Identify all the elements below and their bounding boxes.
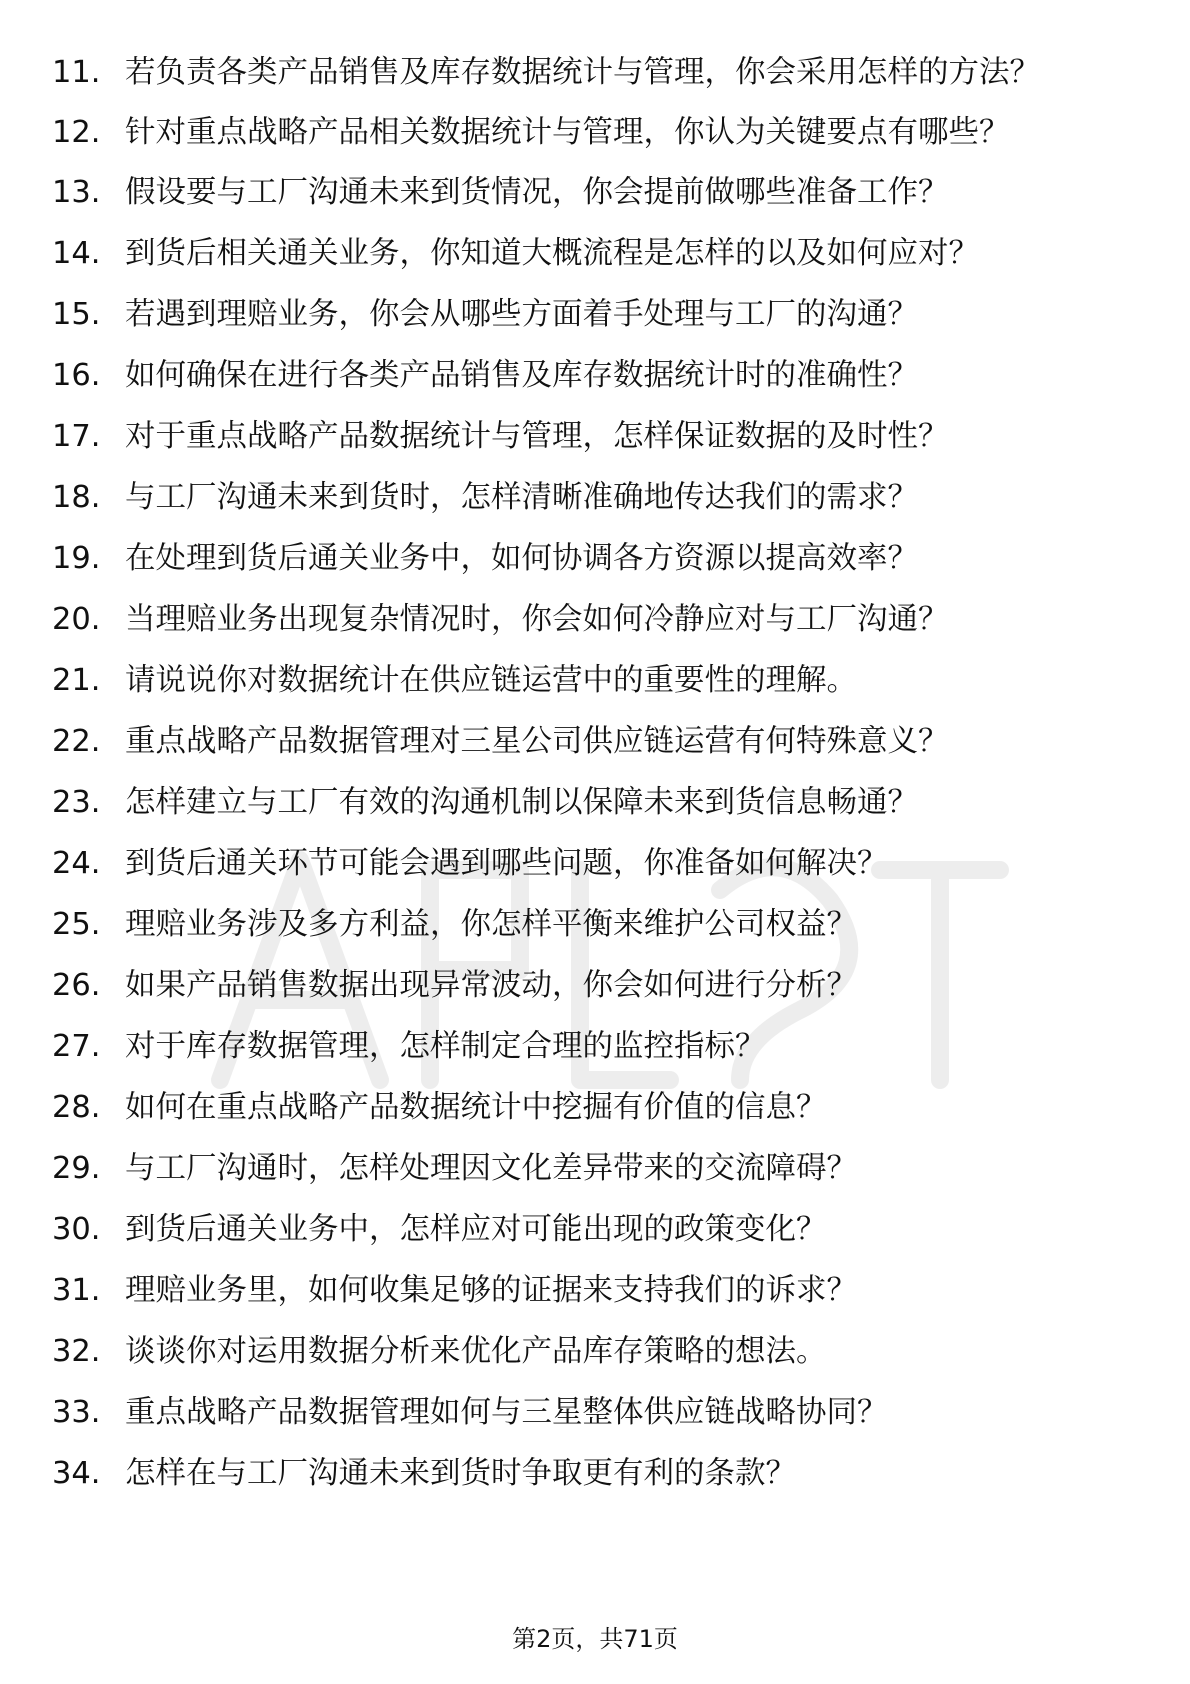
question-list bbox=[52, 53, 1132, 1515]
question-text: 理赔业务里，如何收集足够的证据来支持我们的诉求？ bbox=[125, 1273, 857, 1308]
question-text: 当理赔业务出现复杂情况时，你会如何冷静应对与工厂沟通？ bbox=[125, 602, 949, 637]
question-item bbox=[52, 966, 1132, 1006]
question-text: 对于库存数据管理，怎样制定合理的监控指标？ bbox=[125, 1029, 766, 1064]
question-text: 对于重点战略产品数据统计与管理，怎样保证数据的及时性？ bbox=[125, 419, 949, 454]
question-item bbox=[52, 539, 1132, 579]
question-number: 27. bbox=[52, 1029, 101, 1064]
question-item bbox=[52, 356, 1132, 396]
question-number: 25. bbox=[52, 907, 101, 942]
question-item bbox=[52, 1393, 1132, 1433]
question-number: 33. bbox=[52, 1395, 101, 1430]
question-number: 30. bbox=[52, 1212, 101, 1247]
question-number: 18. bbox=[52, 480, 101, 515]
question-item bbox=[52, 1332, 1132, 1372]
question-text: 怎样在与工厂沟通未来到货时争取更有利的条款？ bbox=[125, 1456, 796, 1491]
question-item bbox=[52, 478, 1132, 518]
question-number: 29. bbox=[52, 1151, 101, 1186]
question-number: 34. bbox=[52, 1456, 101, 1491]
question-item bbox=[52, 1210, 1132, 1250]
question-number: 20. bbox=[52, 602, 101, 637]
question-number: 28. bbox=[52, 1090, 101, 1125]
question-item bbox=[52, 295, 1132, 335]
question-text: 针对重点战略产品相关数据统计与管理，你认为关键要点有哪些？ bbox=[125, 115, 1010, 150]
question-number: 21. bbox=[52, 663, 101, 698]
question-text: 与工厂沟通未来到货时，怎样清晰准确地传达我们的需求？ bbox=[125, 480, 918, 515]
question-item bbox=[52, 600, 1132, 640]
question-item bbox=[52, 783, 1132, 823]
question-item bbox=[52, 1027, 1132, 1067]
question-item bbox=[52, 722, 1132, 762]
question-text: 若遇到理赔业务，你会从哪些方面着手处理与工厂的沟通？ bbox=[125, 297, 918, 332]
question-text: 到货后通关业务中，怎样应对可能出现的政策变化？ bbox=[125, 1212, 827, 1247]
question-item bbox=[52, 113, 1132, 153]
question-text: 与工厂沟通时，怎样处理因文化差异带来的交流障碍？ bbox=[125, 1151, 857, 1186]
question-number: 17. bbox=[52, 419, 101, 454]
question-text: 到货后相关通关业务，你知道大概流程是怎样的以及如何应对？ bbox=[125, 236, 979, 271]
question-text: 理赔业务涉及多方利益，你怎样平衡来维护公司权益？ bbox=[125, 907, 857, 942]
question-item bbox=[52, 173, 1132, 213]
question-text: 如何确保在进行各类产品销售及库存数据统计时的准确性？ bbox=[125, 358, 918, 393]
question-number: 13. bbox=[52, 175, 101, 210]
question-text: 若负责各类产品销售及库存数据统计与管理，你会采用怎样的方法？ bbox=[125, 55, 1040, 90]
question-number: 15. bbox=[52, 297, 101, 332]
question-item bbox=[52, 234, 1132, 274]
question-number: 16. bbox=[52, 358, 101, 393]
question-number: 11. bbox=[52, 55, 101, 90]
question-item bbox=[52, 1454, 1132, 1494]
question-number: 31. bbox=[52, 1273, 101, 1308]
question-text: 假设要与工厂沟通未来到货情况，你会提前做哪些准备工作？ bbox=[125, 175, 949, 210]
question-number: 22. bbox=[52, 724, 101, 759]
question-number: 14. bbox=[52, 236, 101, 271]
question-item bbox=[52, 1088, 1132, 1128]
question-text: 如何在重点战略产品数据统计中挖掘有价值的信息？ bbox=[125, 1090, 827, 1125]
question-item bbox=[52, 1271, 1132, 1311]
question-item bbox=[52, 417, 1132, 457]
page-number-footer: 第2页，共71页 bbox=[512, 1625, 678, 1653]
question-item bbox=[52, 1149, 1132, 1189]
question-item bbox=[52, 905, 1132, 945]
question-text: 重点战略产品数据管理对三星公司供应链运营有何特殊意义？ bbox=[125, 724, 949, 759]
question-text: 如果产品销售数据出现异常波动，你会如何进行分析？ bbox=[125, 968, 857, 1003]
question-text: 谈谈你对运用数据分析来优化产品库存策略的想法。 bbox=[125, 1334, 827, 1369]
question-item bbox=[52, 844, 1132, 884]
question-item bbox=[52, 661, 1132, 701]
question-text: 在处理到货后通关业务中，如何协调各方资源以提高效率？ bbox=[125, 541, 918, 576]
question-number: 32. bbox=[52, 1334, 101, 1369]
question-text: 怎样建立与工厂有效的沟通机制以保障未来到货信息畅通？ bbox=[125, 785, 918, 820]
question-text: 到货后通关环节可能会遇到哪些问题，你准备如何解决？ bbox=[125, 846, 888, 881]
question-item bbox=[52, 53, 1132, 93]
question-text: 重点战略产品数据管理如何与三星整体供应链战略协同？ bbox=[125, 1395, 888, 1430]
question-text: 请说说你对数据统计在供应链运营中的重要性的理解。 bbox=[125, 663, 857, 698]
question-number: 12. bbox=[52, 115, 101, 150]
question-number: 26. bbox=[52, 968, 101, 1003]
question-number: 23. bbox=[52, 785, 101, 820]
question-number: 24. bbox=[52, 846, 101, 881]
question-number: 19. bbox=[52, 541, 101, 576]
